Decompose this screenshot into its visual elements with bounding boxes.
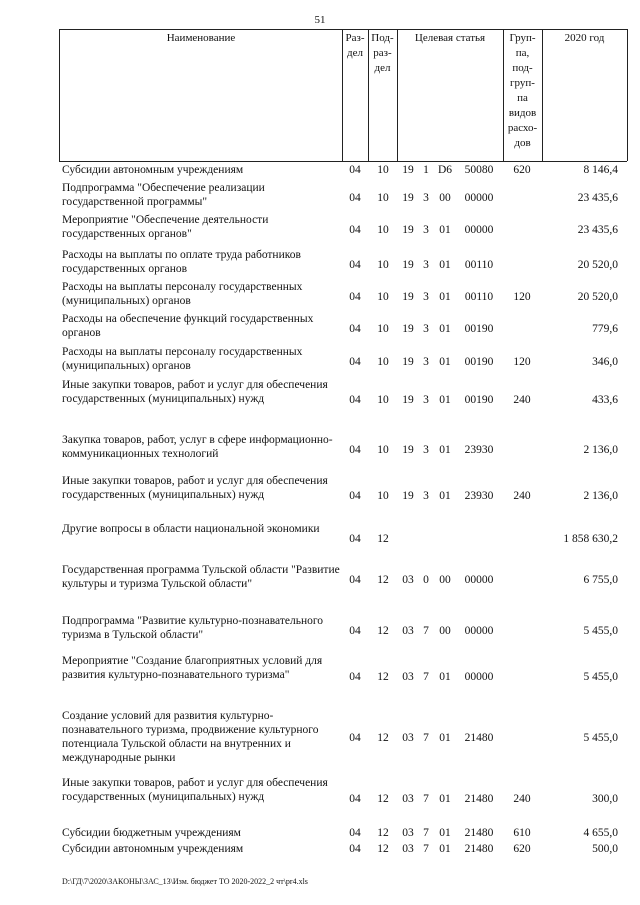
header-group: Груп- па, под- груп- па видов расхо- дов <box>507 32 538 149</box>
row-target-event: 00 <box>439 192 451 204</box>
row-name: Расходы на выплаты персоналу государственных (муниципальных) органов <box>62 281 303 307</box>
row-podrazdel: 10 <box>377 224 389 236</box>
row-target-event: 00 <box>439 625 451 637</box>
row-razdel: 04 <box>349 323 361 335</box>
row-name: Мероприятие "Обеспечение деятельности государственных органов" <box>62 214 269 240</box>
row-razdel: 04 <box>349 291 361 303</box>
row-target-program: 19 <box>402 394 414 406</box>
row-amount: 23 435,6 <box>577 192 618 204</box>
row-target-direction: 00000 <box>464 574 494 586</box>
row-amount: 20 520,0 <box>577 291 618 303</box>
row-podrazdel: 10 <box>377 259 389 271</box>
row-podrazdel: 10 <box>377 192 389 204</box>
row-amount: 23 435,6 <box>577 224 618 236</box>
row-razdel: 04 <box>349 259 361 271</box>
row-amount: 2 136,0 <box>583 444 618 456</box>
row-razdel: 04 <box>349 827 361 839</box>
row-name: Расходы на обеспечение функций государственных органов <box>62 313 314 339</box>
row-target-direction: 00190 <box>464 323 494 335</box>
row-razdel: 04 <box>349 444 361 456</box>
row-amount: 8 146,4 <box>583 164 618 176</box>
row-podrazdel: 12 <box>377 827 389 839</box>
row-target-event: 01 <box>439 490 451 502</box>
row-target-event: D6 <box>437 164 453 176</box>
row-target-direction: 50080 <box>464 164 494 176</box>
row-group: 240 <box>513 490 531 502</box>
row-target-program: 19 <box>402 323 414 335</box>
row-name: Субсидии автономным учреждениям <box>62 164 244 176</box>
row-name: Создание условий для развития культурно-познавательного туризма, продвижение культурного потенциала Тульской области на внутренних и международные рынки <box>62 710 319 764</box>
row-group: 610 <box>513 827 531 839</box>
row-target-subprogram: 3 <box>423 259 429 271</box>
row-target-program: 03 <box>402 625 414 637</box>
row-amount: 300,0 <box>592 793 618 805</box>
row-name: Субсидии автономным учреждениям <box>62 843 244 855</box>
row-podrazdel: 12 <box>377 533 389 545</box>
row-razdel: 04 <box>349 533 361 545</box>
row-target-subprogram: 3 <box>423 394 429 406</box>
row-name: Закупка товаров, работ, услуг в сфере информационно-коммуникационных технологий <box>62 434 333 460</box>
row-target-subprogram: 3 <box>423 356 429 368</box>
header-border <box>397 29 398 161</box>
row-target-event: 01 <box>439 224 451 236</box>
row-target-direction: 21480 <box>464 843 494 855</box>
row-amount: 346,0 <box>592 356 618 368</box>
row-name: Расходы на выплаты по оплате труда работников государственных органов <box>62 249 301 275</box>
row-target-direction: 21480 <box>464 793 494 805</box>
row-amount: 433,6 <box>592 394 618 406</box>
row-target-event: 01 <box>439 444 451 456</box>
row-name: Расходы на выплаты персоналу государственных (муниципальных) органов <box>62 346 303 372</box>
row-target-direction: 00190 <box>464 356 494 368</box>
row-target-event: 01 <box>439 259 451 271</box>
row-podrazdel: 10 <box>377 490 389 502</box>
row-target-subprogram: 0 <box>423 574 429 586</box>
row-razdel: 04 <box>349 843 361 855</box>
row-target-program: 19 <box>402 224 414 236</box>
row-target-direction: 21480 <box>464 732 494 744</box>
row-target-program: 03 <box>402 732 414 744</box>
row-target-event: 01 <box>439 671 451 683</box>
row-target-program: 03 <box>402 827 414 839</box>
row-amount: 5 455,0 <box>583 732 618 744</box>
row-target-program: 19 <box>402 164 414 176</box>
row-target-subprogram: 3 <box>423 192 429 204</box>
row-target-direction: 21480 <box>464 827 494 839</box>
row-razdel: 04 <box>349 164 361 176</box>
row-podrazdel: 10 <box>377 356 389 368</box>
header-razdel: Раз- дел <box>345 32 365 59</box>
row-target-subprogram: 3 <box>423 224 429 236</box>
row-target-subprogram: 7 <box>423 732 429 744</box>
row-razdel: 04 <box>349 192 361 204</box>
row-amount: 779,6 <box>592 323 618 335</box>
row-target-program: 19 <box>402 291 414 303</box>
row-razdel: 04 <box>349 224 361 236</box>
row-target-direction: 00190 <box>464 394 494 406</box>
row-amount: 4 655,0 <box>583 827 618 839</box>
row-group: 620 <box>513 164 531 176</box>
row-group: 240 <box>513 793 531 805</box>
page-number: 51 <box>314 14 326 26</box>
row-name: Субсидии бюджетным учреждениям <box>62 827 241 839</box>
row-name: Подпрограмма "Обеспечение реализации государственной программы" <box>62 182 265 208</box>
row-target-subprogram: 3 <box>423 444 429 456</box>
footer-file-path: D:\ГД\7\2020\ЗАКОНЫ\ЗАС_13\Изм. бюджет ТО 2020-2022_2 чт\pr4.xls <box>62 877 308 886</box>
row-target-direction: 23930 <box>464 444 494 456</box>
row-target-subprogram: 3 <box>423 490 429 502</box>
row-name: Государственная программа Тульской области "Развитие культуры и туризма Тульской области" <box>62 564 340 590</box>
row-target-direction: 00110 <box>464 259 494 271</box>
row-target-subprogram: 7 <box>423 827 429 839</box>
row-target-subprogram: 3 <box>423 323 429 335</box>
row-amount: 6 755,0 <box>583 574 618 586</box>
header-target: Целевая статья <box>414 32 486 44</box>
row-target-event: 01 <box>439 394 451 406</box>
row-razdel: 04 <box>349 793 361 805</box>
row-podrazdel: 10 <box>377 444 389 456</box>
row-podrazdel: 12 <box>377 625 389 637</box>
row-razdel: 04 <box>349 671 361 683</box>
row-razdel: 04 <box>349 394 361 406</box>
row-target-event: 01 <box>439 732 451 744</box>
row-target-program: 03 <box>402 574 414 586</box>
row-target-subprogram: 7 <box>423 843 429 855</box>
row-target-event: 01 <box>439 291 451 303</box>
row-target-event: 01 <box>439 843 451 855</box>
header-name: Наименование <box>166 32 236 44</box>
row-target-subprogram: 3 <box>423 291 429 303</box>
row-group: 120 <box>513 291 531 303</box>
row-razdel: 04 <box>349 356 361 368</box>
row-target-subprogram: 1 <box>423 164 429 176</box>
row-name: Подпрограмма "Развитие культурно-познавательного туризма в Тульской области" <box>62 615 324 641</box>
row-target-direction: 00000 <box>464 671 494 683</box>
row-target-program: 19 <box>402 259 414 271</box>
row-target-program: 19 <box>402 490 414 502</box>
row-target-program: 19 <box>402 444 414 456</box>
row-group: 120 <box>513 356 531 368</box>
row-podrazdel: 10 <box>377 323 389 335</box>
row-target-event: 00 <box>439 574 451 586</box>
header-border <box>542 29 543 161</box>
header-border <box>627 29 628 161</box>
row-podrazdel: 12 <box>377 574 389 586</box>
row-target-subprogram: 7 <box>423 793 429 805</box>
row-target-program: 03 <box>402 671 414 683</box>
row-target-direction: 00110 <box>464 291 494 303</box>
row-target-event: 01 <box>439 793 451 805</box>
row-target-subprogram: 7 <box>423 671 429 683</box>
row-podrazdel: 12 <box>377 793 389 805</box>
row-target-event: 01 <box>439 827 451 839</box>
row-group: 240 <box>513 394 531 406</box>
row-target-program: 19 <box>402 192 414 204</box>
row-target-direction: 00000 <box>464 224 494 236</box>
row-amount: 2 136,0 <box>583 490 618 502</box>
row-target-direction: 00000 <box>464 625 494 637</box>
row-target-subprogram: 7 <box>423 625 429 637</box>
row-podrazdel: 10 <box>377 291 389 303</box>
row-target-direction: 23930 <box>464 490 494 502</box>
row-amount: 5 455,0 <box>583 671 618 683</box>
row-podrazdel: 12 <box>377 732 389 744</box>
header-bottom-border <box>59 161 627 162</box>
header-year: 2020 год <box>564 32 605 44</box>
row-podrazdel: 12 <box>377 843 389 855</box>
row-amount: 5 455,0 <box>583 625 618 637</box>
row-razdel: 04 <box>349 732 361 744</box>
row-name: Другие вопросы в области национальной экономики <box>62 523 320 535</box>
header-border <box>59 29 60 161</box>
row-target-direction: 00000 <box>464 192 494 204</box>
row-group: 620 <box>513 843 531 855</box>
row-target-program: 03 <box>402 793 414 805</box>
row-name: Мероприятие "Создание благоприятных условий для развития культурно-познавательного туризма" <box>62 655 323 681</box>
header-podrazdel: Под- раз- дел <box>371 32 394 74</box>
row-razdel: 04 <box>349 490 361 502</box>
row-podrazdel: 12 <box>377 671 389 683</box>
row-amount: 500,0 <box>592 843 618 855</box>
row-podrazdel: 10 <box>377 394 389 406</box>
row-podrazdel: 10 <box>377 164 389 176</box>
row-amount: 20 520,0 <box>577 259 618 271</box>
row-name: Иные закупки товаров, работ и услуг для обеспечения государственных (муниципальных) нужд <box>62 475 328 501</box>
row-target-program: 03 <box>402 843 414 855</box>
row-razdel: 04 <box>349 574 361 586</box>
row-amount: 1 858 630,2 <box>563 533 618 545</box>
row-target-event: 01 <box>439 356 451 368</box>
row-razdel: 04 <box>349 625 361 637</box>
row-target-event: 01 <box>439 323 451 335</box>
row-name: Иные закупки товаров, работ и услуг для обеспечения государственных (муниципальных) нужд <box>62 777 328 803</box>
row-target-program: 19 <box>402 356 414 368</box>
row-name: Иные закупки товаров, работ и услуг для обеспечения государственных (муниципальных) нужд <box>62 379 328 405</box>
